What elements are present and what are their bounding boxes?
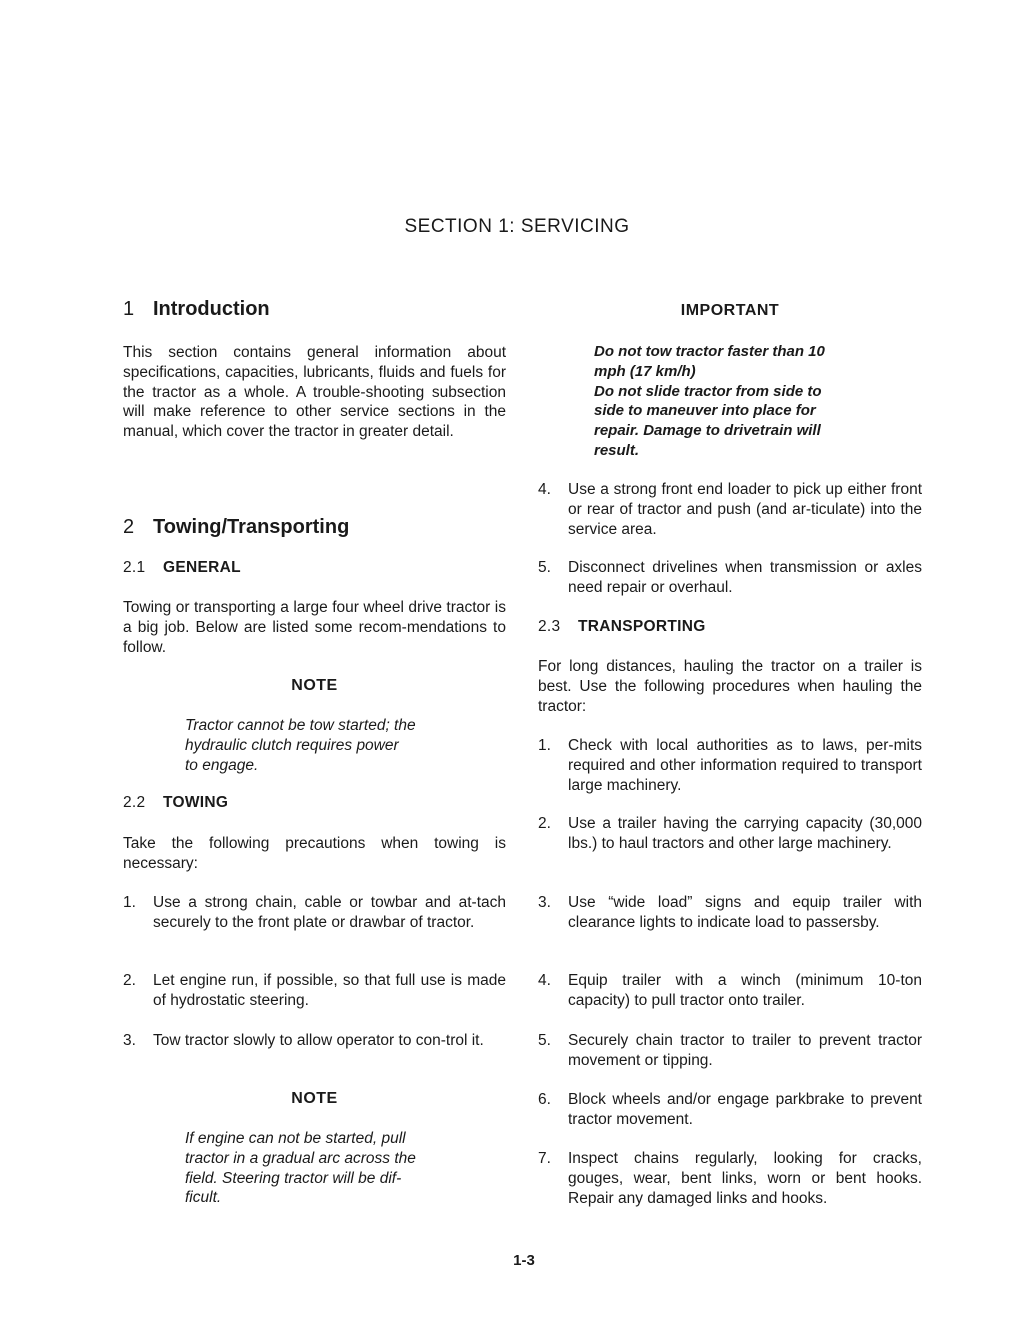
list-item bbox=[123, 893, 506, 933]
item-text: Equip trailer with a winch (minimum 10-ton capacity) to pull tractor onto trailer. bbox=[568, 972, 922, 1009]
item-text: Use a trailer having the carrying capacity (30,000 lbs.) to haul tractors and other large machinery. bbox=[568, 815, 922, 852]
towing-transporting-number: 2 bbox=[123, 516, 135, 538]
note2-line: tractor in a gradual arc across the bbox=[185, 1149, 416, 1167]
list-item bbox=[538, 814, 922, 854]
item-number: 2. bbox=[538, 815, 551, 832]
note1-line: hydraulic clutch requires power bbox=[185, 736, 399, 754]
transporting-body: For long distances, hauling the tractor on a trailer is best. Use the following procedures when hauling the tractor: bbox=[538, 658, 922, 715]
list-item bbox=[538, 893, 922, 933]
transporting-number: 2.3 bbox=[538, 618, 561, 635]
item-text: Use “wide load” signs and equip trailer with clearance lights to indicate load to passersby. bbox=[568, 894, 922, 931]
important-line: mph (17 km/h) bbox=[594, 362, 696, 380]
general-title: GENERAL bbox=[163, 559, 241, 576]
important-line: side to maneuver into place for bbox=[594, 402, 816, 420]
item-number: 5. bbox=[538, 1032, 551, 1049]
towing-transporting-heading bbox=[123, 516, 349, 539]
item-number: 1. bbox=[538, 737, 551, 754]
page-number: 1-3 bbox=[513, 1252, 535, 1269]
transporting-heading bbox=[538, 618, 706, 636]
item-text: Block wheels and/or engage parkbrake to prevent tractor movement. bbox=[568, 1091, 922, 1128]
item-text: Inspect chains regularly, looking for cracks, gouges, wear, bent links, worn or bent hooks. Repair any damaged links and hooks. bbox=[568, 1150, 922, 1207]
list-item bbox=[538, 736, 922, 795]
item-number: 7. bbox=[538, 1150, 551, 1167]
item-number: 5. bbox=[538, 559, 551, 576]
important-line: Do not slide tractor from side to bbox=[594, 382, 822, 400]
list-item bbox=[123, 971, 506, 1011]
intro-number: 1 bbox=[123, 298, 135, 320]
item-number: 4. bbox=[538, 481, 551, 498]
list-item bbox=[538, 558, 922, 598]
item-number: 4. bbox=[538, 972, 551, 989]
item-number: 3. bbox=[123, 1032, 136, 1049]
intro-body: This section contains general information about specifications, capacities, lubricants, fluids and fuels for the tractor as a whole. A trouble-shooting subsection will make reference to other service sections in the manual, which cover the tractor in greater detail. bbox=[123, 344, 506, 441]
list-item bbox=[123, 1031, 506, 1051]
note2-title: NOTE bbox=[291, 1090, 338, 1107]
general-number: 2.1 bbox=[123, 559, 146, 576]
item-text: Disconnect drivelines when transmission or axles need repair or overhaul. bbox=[568, 559, 922, 596]
note2-line: ficult. bbox=[185, 1189, 222, 1207]
item-text: Tow tractor slowly to allow operator to con-trol it. bbox=[153, 1032, 484, 1049]
item-text: Check with local authorities as to laws, per-mits required and other information required to transport large machinery. bbox=[568, 737, 922, 794]
important-title: IMPORTANT bbox=[680, 302, 780, 319]
list-item bbox=[538, 971, 922, 1011]
note2-line: If engine can not be started, pull bbox=[185, 1130, 406, 1147]
important-line: Do not tow tractor faster than 10 bbox=[594, 343, 825, 360]
transporting-title: TRANSPORTING bbox=[578, 618, 706, 635]
note1-line: Tractor cannot be tow started; the bbox=[185, 717, 416, 734]
intro-heading bbox=[123, 298, 270, 321]
towing-heading bbox=[123, 794, 228, 812]
item-text: Use a strong chain, cable or towbar and at-tach securely to the front plate or drawbar of tractor. bbox=[153, 894, 506, 931]
item-text: Use a strong front end loader to pick up either front or rear of tractor and push (and ar-ticulate) into the service area. bbox=[568, 481, 922, 538]
general-heading bbox=[123, 559, 241, 577]
note2-line: field. Steering tractor will be dif- bbox=[185, 1169, 402, 1187]
list-item bbox=[538, 1149, 922, 1208]
item-number: 6. bbox=[538, 1091, 551, 1108]
item-text: Securely chain tractor to trailer to prevent tractor movement or tipping. bbox=[568, 1032, 922, 1069]
list-item bbox=[538, 480, 922, 539]
note1-line: to engage. bbox=[185, 756, 259, 774]
general-body: Towing or transporting a large four wheel drive tractor is a big job. Below are listed some recom-mendations to follow. bbox=[123, 599, 506, 656]
list-item bbox=[538, 1031, 922, 1071]
towing-transporting-title: Towing/Transporting bbox=[153, 516, 350, 538]
important-line: repair. Damage to drivetrain will bbox=[594, 422, 821, 440]
important-text bbox=[594, 342, 894, 461]
note1-text bbox=[185, 716, 485, 775]
towing-body: Take the following precautions when towing is necessary: bbox=[123, 835, 506, 872]
towing-title: TOWING bbox=[163, 794, 229, 811]
item-text: Let engine run, if possible, so that full use is made of hydrostatic steering. bbox=[153, 972, 506, 1009]
intro-title: Introduction bbox=[153, 298, 270, 320]
towing-number: 2.2 bbox=[123, 794, 146, 811]
item-number: 3. bbox=[538, 894, 551, 911]
note1-title: NOTE bbox=[291, 677, 338, 694]
item-number: 2. bbox=[123, 972, 136, 989]
item-number: 1. bbox=[123, 894, 136, 911]
page-title: SECTION 1: SERVICING bbox=[404, 216, 630, 237]
list-item bbox=[538, 1090, 922, 1130]
note2-text bbox=[185, 1129, 485, 1208]
important-line: result. bbox=[594, 441, 640, 459]
